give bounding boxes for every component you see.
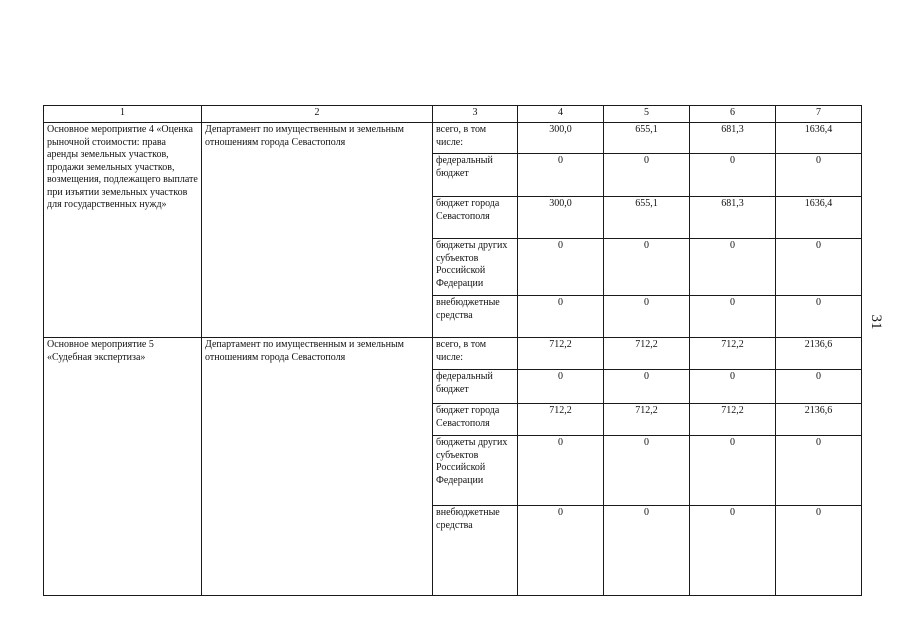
- value-cell: 0: [690, 239, 776, 296]
- value-cell: 0: [776, 154, 862, 197]
- value-cell: 0: [776, 296, 862, 338]
- source-cell: федеральный бюджет: [433, 370, 518, 404]
- value-cell: 1636,4: [776, 197, 862, 239]
- value-cell: 0: [604, 436, 690, 506]
- value-cell: 0: [518, 296, 604, 338]
- value-cell: 712,2: [690, 338, 776, 370]
- header-col-1: 1: [44, 106, 202, 123]
- page-number: 31: [868, 314, 884, 330]
- value-cell: 0: [518, 436, 604, 506]
- source-cell: бюджет города Севастополя: [433, 404, 518, 436]
- value-cell: 0: [604, 370, 690, 404]
- value-cell: 0: [690, 296, 776, 338]
- value-cell: 0: [518, 506, 604, 596]
- source-cell: федеральный бюджет: [433, 154, 518, 197]
- table-row: [44, 123, 862, 154]
- value-cell: 712,2: [518, 404, 604, 436]
- value-cell: 655,1: [604, 197, 690, 239]
- value-cell: 681,3: [690, 197, 776, 239]
- value-cell: 300,0: [518, 123, 604, 154]
- table-row: [44, 338, 862, 370]
- value-cell: 2136,6: [776, 338, 862, 370]
- value-cell: 0: [776, 239, 862, 296]
- value-cell: 0: [604, 506, 690, 596]
- source-cell: бюджеты других субъектов Российской Федерации: [433, 239, 518, 296]
- source-cell: внебюджетные средства: [433, 506, 518, 596]
- value-cell: 712,2: [690, 404, 776, 436]
- activity-cell: Основное мероприятие 5 «Судебная экспертиза»: [44, 338, 202, 596]
- value-cell: 0: [518, 154, 604, 197]
- value-cell: 0: [690, 154, 776, 197]
- source-cell: бюджет города Севастополя: [433, 197, 518, 239]
- header-col-2: 2: [202, 106, 433, 123]
- source-cell: бюджеты других субъектов Российской Федерации: [433, 436, 518, 506]
- value-cell: 0: [690, 370, 776, 404]
- value-cell: 0: [518, 370, 604, 404]
- source-cell: всего, в том числе:: [433, 123, 518, 154]
- value-cell: 0: [776, 370, 862, 404]
- value-cell: 0: [604, 296, 690, 338]
- header-col-3: 3: [433, 106, 518, 123]
- source-cell: внебюджетные средства: [433, 296, 518, 338]
- header-col-4: 4: [518, 106, 604, 123]
- value-cell: 681,3: [690, 123, 776, 154]
- value-cell: 655,1: [604, 123, 690, 154]
- value-cell: 2136,6: [776, 404, 862, 436]
- value-cell: 0: [776, 436, 862, 506]
- header-row: [44, 106, 862, 123]
- header-col-7: 7: [776, 106, 862, 123]
- value-cell: 712,2: [604, 404, 690, 436]
- value-cell: 0: [604, 154, 690, 197]
- source-cell: всего, в том числе:: [433, 338, 518, 370]
- header-col-6: 6: [690, 106, 776, 123]
- value-cell: 0: [518, 239, 604, 296]
- value-cell: 0: [604, 239, 690, 296]
- value-cell: 300,0: [518, 197, 604, 239]
- value-cell: 1636,4: [776, 123, 862, 154]
- executor-cell: Департамент по имущественным и земельным отношениям города Севастополя: [202, 338, 433, 596]
- value-cell: 712,2: [518, 338, 604, 370]
- value-cell: 0: [690, 506, 776, 596]
- value-cell: 0: [776, 506, 862, 596]
- value-cell: 0: [690, 436, 776, 506]
- funding-table: [43, 105, 862, 596]
- activity-cell: Основное мероприятие 4 «Оценка рыночной стоимости: права аренды земельных участков, продажи земельных участков, возмещения, подлежащего выплате при изъятии земельных участков для государственных нужд»: [44, 123, 202, 338]
- executor-cell: Департамент по имущественным и земельным отношениям города Севастополя: [202, 123, 433, 338]
- value-cell: 712,2: [604, 338, 690, 370]
- header-col-5: 5: [604, 106, 690, 123]
